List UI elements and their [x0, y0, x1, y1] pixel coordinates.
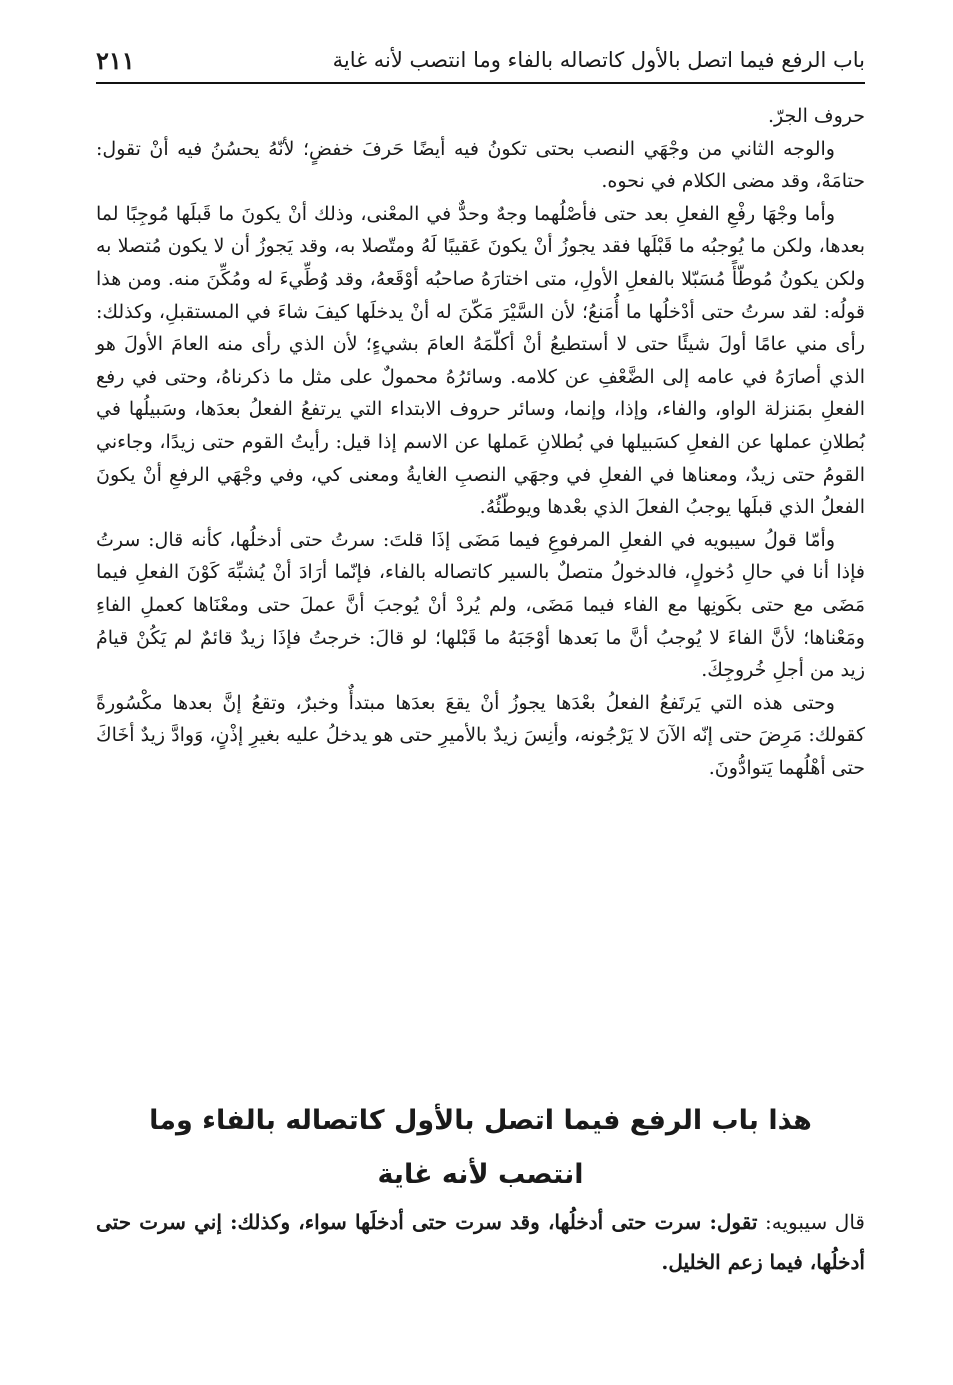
- paragraph: وأمّا قولُ سيبويه في الفعلِ المرفوعِ فيما مَضَى إذَا قلتَ: سرتُ حتى أدخلُها، كأنه قال: سرتُ فإذا أنا في حالِ دُخولٍ، فالدخولُ متصلٌ بالسير كاتصاله بالفاء، فإنّما أرَادَ أنْ يُشبِّهَ كَوْنَ الفعلِ فيما مَضَى مع حتى بكَونِها مع الفاء فيما مَضَى، ولم يُردْ أنْ يُوجبَ أنَّ عملَ حتى ومعْنَاها كعملِ الفاءِ ومَعْناها؛ لأنَّ الفاءَ لا يُوجبُ أنَّ ما بَعدها أوْجَبَهُ ما قَبْلها؛ لو قالَ: خرجتُ فإذَا زيدٌ قائمٌ لم يَكُنْ قيامُ زيد من أجلِ خُروجِكَ.: [96, 528, 865, 682]
- paragraph: والوجه الثاني من وجْهَي النصب بحتى تكونُ فيه أيضًا حَرفَ خفضٍ؛ لأنّهُ يحسُنُ فيه أنْ تقول: حتامَهْ، وقد مضى الكلام في نحوه.: [96, 137, 865, 193]
- quoted-text: تقول: سرت حتى أدخلُها، وقد سرت حتى أدخلَها سواء، وكذلك: إني سرت حتى أدخلُها، فيما زعم الخليل.: [96, 1210, 865, 1274]
- chapter-title-line-2: انتصب لأنه غاية: [377, 1159, 584, 1190]
- chapter-title: [96, 1094, 865, 1202]
- running-head: باب الرفع فيما اتصل بالأول كاتصاله بالفاء وما انتصب لأنه غاية: [332, 48, 865, 72]
- page-number: ٢١١: [96, 45, 135, 75]
- paragraph-continuation: حروف الجرّ.: [768, 105, 865, 127]
- page-header: [96, 38, 865, 84]
- chapter-title-line-1: هذا باب الرفع فيما اتصل بالأول كاتصاله بالفاء وما: [149, 1105, 812, 1136]
- chapter-opening-paragraph: [96, 1202, 865, 1282]
- speaker-attribution: قال سيبويه:: [757, 1210, 865, 1234]
- paragraph: وأما وجْهَا رفْعِ الفعلِ بعد حتى فأصْلُهما وجهٌ وحدٌّ في المعْنى، وذلك أنْ يكونَ ما قَبلَها مُوجِبًا لما بعدها، ولكن ما يُوجبُه ما قَبْلَها فقد يجوزُ أنْ يكونَ عَقيبًا لَهُ ومتّصلا به، وقد يَجوزُ أن لا يكون مُتصلا به ولكن يكونُ مُوطّأً مُسَبّلا بالفعلِ الأولِ، متى اختارَهُ صاحبُه أوْقَعهُ، وقد وُطِّيءَ له ومُكِّنَ منه. ومن هذا قولُه: لقد سرتُ حتى أدْخلُها ما أُمَنعُ؛ لأن السَّيْرَ مَكّنَ له أنْ يدخلَها كيفَ شاءَ في المستقبلِ، وكذلك: رأى مني عامًا أولَ شيئًا حتى لا أستطيعُ أنْ أكلّمَهُ العامَ بشيءٍ؛ لأن الذي رأى منه العامَ الأولَ هو الذي أصارَهُ في عامه إلى الضَّعْفِ عن كلامه. وسائرُهُ محمولٌ على مثل ما ذكرناهُ، وحتى في رفع الفعلِ بمَنزلة الواو، والفاء، وإذا، وإنما، وسائر حروف الابتداء التي يرتفعُ الفعلُ بعدَها، وسَبيلُها في بُطلانِ عملها عن الفعلِ كسَبيلها في بُطلانِ عَملها عن الاسم إذا قيل: رأيتُ القوم حتى زيدًا، وجاءني القومُ حتى زيدٌ، ومعناها في الفعلِ في وجهَي النصبِ الغايةُ ومعنى كي، وفي وجْهَي الرفعِ أنْ يكونَ الفعلُ الذي قبلَها يوجبُ الفعلَ الذي بعْدها ويوطّئُهُ.: [96, 202, 865, 519]
- paragraph: وحتى هذه التي يَرتَفعُ الفعلُ بعْدَها يجوزُ أنْ يقعَ بعدَها مبتدأٌ وخبرٌ، وتقعُ إنَّ بعدها مكْسُورةً كقولك: مَرِضَ حتى إنّه الآنَ لا يَرْجُونه، وأنِسَ زيدٌ بالأميرِ حتى هو يدخلُ عليه بغيرِ إذْنٍ، وَوادَّ زيدٌ أخَاكَ حتى أهْلُهما يَتوادُّونَ.: [96, 691, 865, 779]
- body-text: [96, 100, 865, 784]
